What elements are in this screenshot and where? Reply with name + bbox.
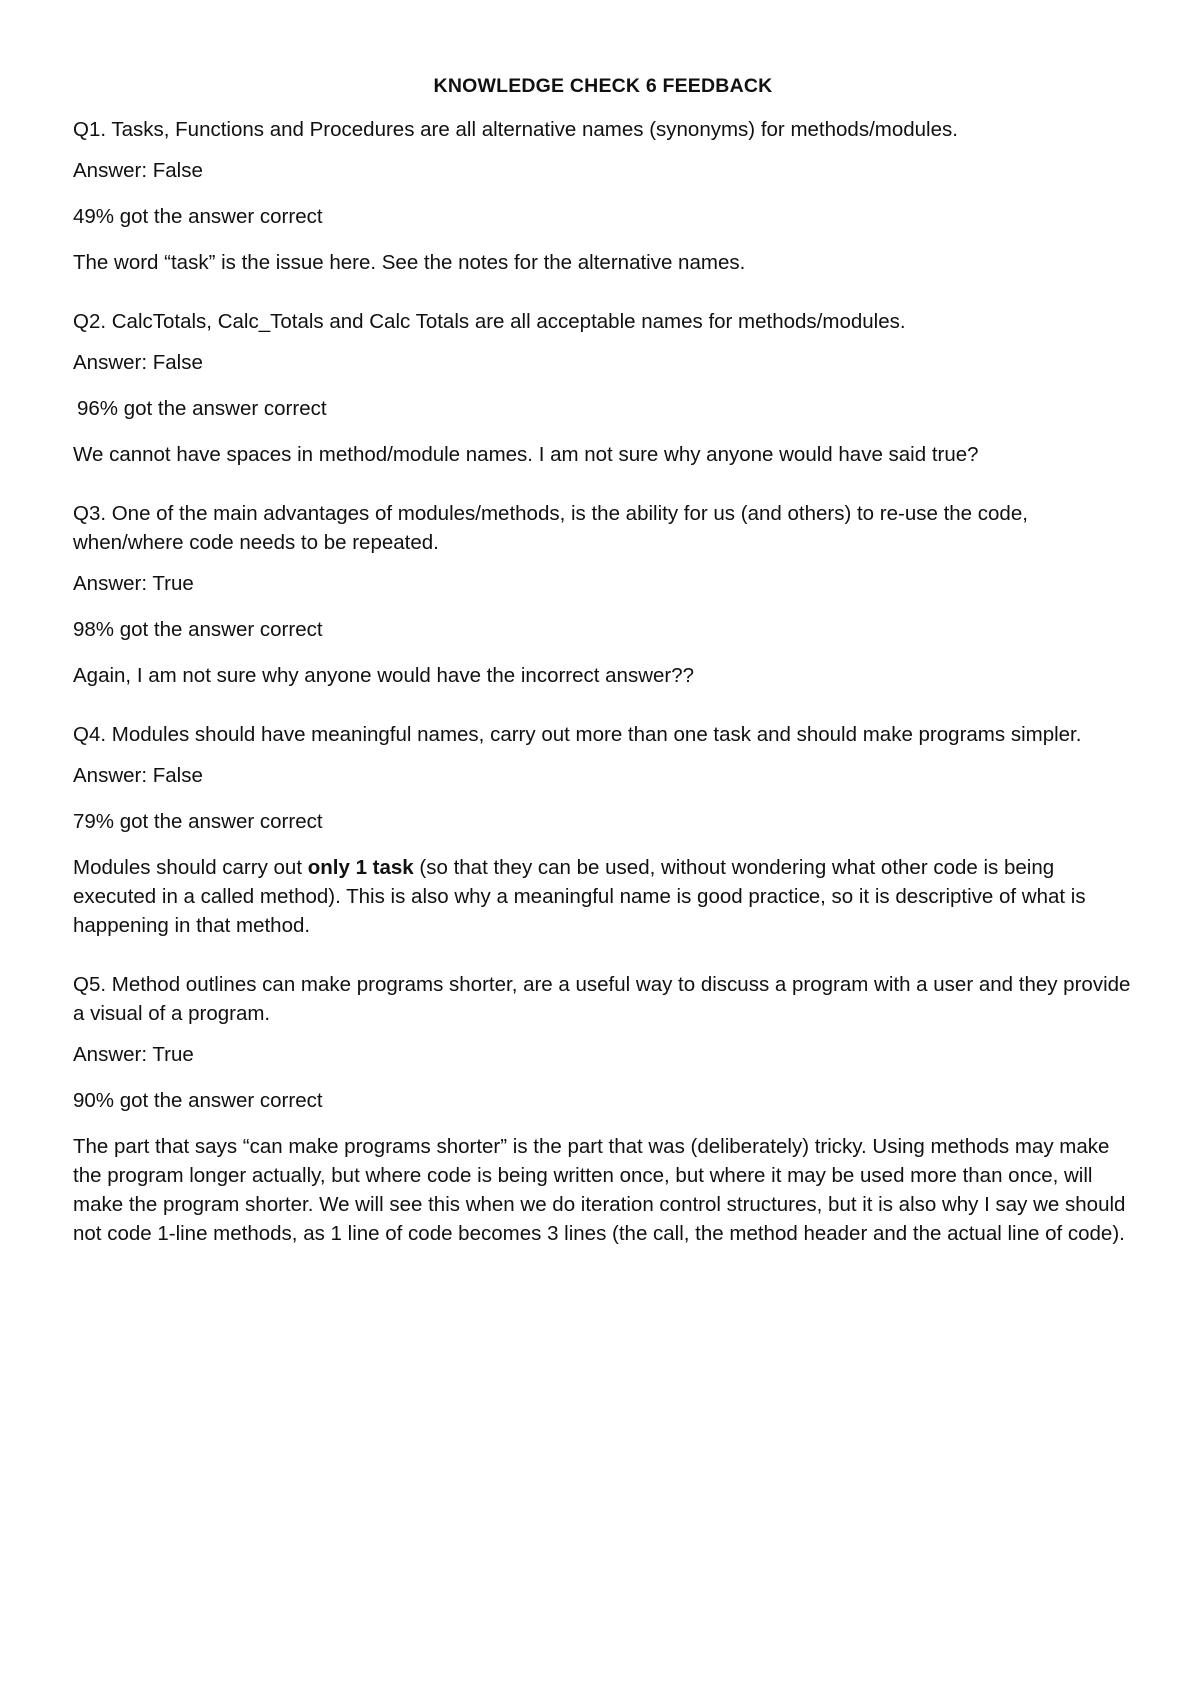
answer-text: Answer: True — [73, 572, 194, 595]
question-block-4 — [73, 720, 1133, 940]
feedback-text-end: (so that they can be used, without wondering what other code is being executed in a called method). This is also why a meaningful name is good practice, so it is descriptive of what is happening in that method. — [73, 856, 1086, 937]
answer-text: Answer: False — [73, 351, 203, 374]
feedback-text-start: Modules should carry out — [73, 856, 308, 879]
question-text: Q3. One of the main advantages of modules/methods, is the ability for us (and others) to re-use the code, when/where code needs to be repeated. — [73, 502, 1028, 554]
answer-text: Answer: True — [73, 1043, 194, 1066]
stat-text: 98% got the answer correct — [73, 618, 323, 641]
answer-text: Answer: False — [73, 764, 203, 787]
question-block-5 — [73, 970, 1133, 1248]
stat-text: 79% got the answer correct — [73, 810, 323, 833]
question-text: Q1. Tasks, Functions and Procedures are all alternative names (synonyms) for methods/modules. — [73, 118, 958, 141]
document-title: KNOWLEDGE CHECK 6 FEEDBACK — [433, 75, 773, 97]
feedback-text: We cannot have spaces in method/module names. I am not sure why anyone would have said true? — [73, 443, 979, 466]
question-text: Q5. Method outlines can make programs shorter, are a useful way to discuss a program with a user and they provide a visual of a program. — [73, 973, 1131, 1025]
answer-text: Answer: False — [73, 159, 203, 182]
feedback-emphasis: only 1 task — [307, 856, 414, 879]
feedback-text: The word “task” is the issue here. See the notes for the alternative names. — [73, 251, 746, 274]
stat-text: 90% got the answer correct — [73, 1089, 323, 1112]
document-page — [73, 72, 1133, 1278]
question-text: Q4. Modules should have meaningful names, carry out more than one task and should make programs simpler. — [73, 723, 1082, 746]
feedback-text — [73, 853, 1133, 940]
question-block-3 — [73, 499, 1133, 690]
question-block-2 — [73, 307, 1133, 469]
question-block-1 — [73, 115, 1133, 277]
stat-text: 96% got the answer correct — [77, 397, 327, 420]
question-text: Q2. CalcTotals, Calc_Totals and Calc Totals are all acceptable names for methods/modules. — [73, 310, 906, 333]
feedback-text: Again, I am not sure why anyone would have the incorrect answer?? — [73, 664, 695, 687]
feedback-text: The part that says “can make programs shorter” is the part that was (deliberately) tricky. Using methods may make the program longer actually, but where code is being written once, but where it may be used more than once, will make the program shorter. We will see this when we do iteration control structures, but it is also why I say we should not code 1-line methods, as 1 line of code becomes 3 lines (the call, the method header and the actual line of code). — [73, 1135, 1126, 1245]
stat-text: 49% got the answer correct — [73, 205, 323, 228]
